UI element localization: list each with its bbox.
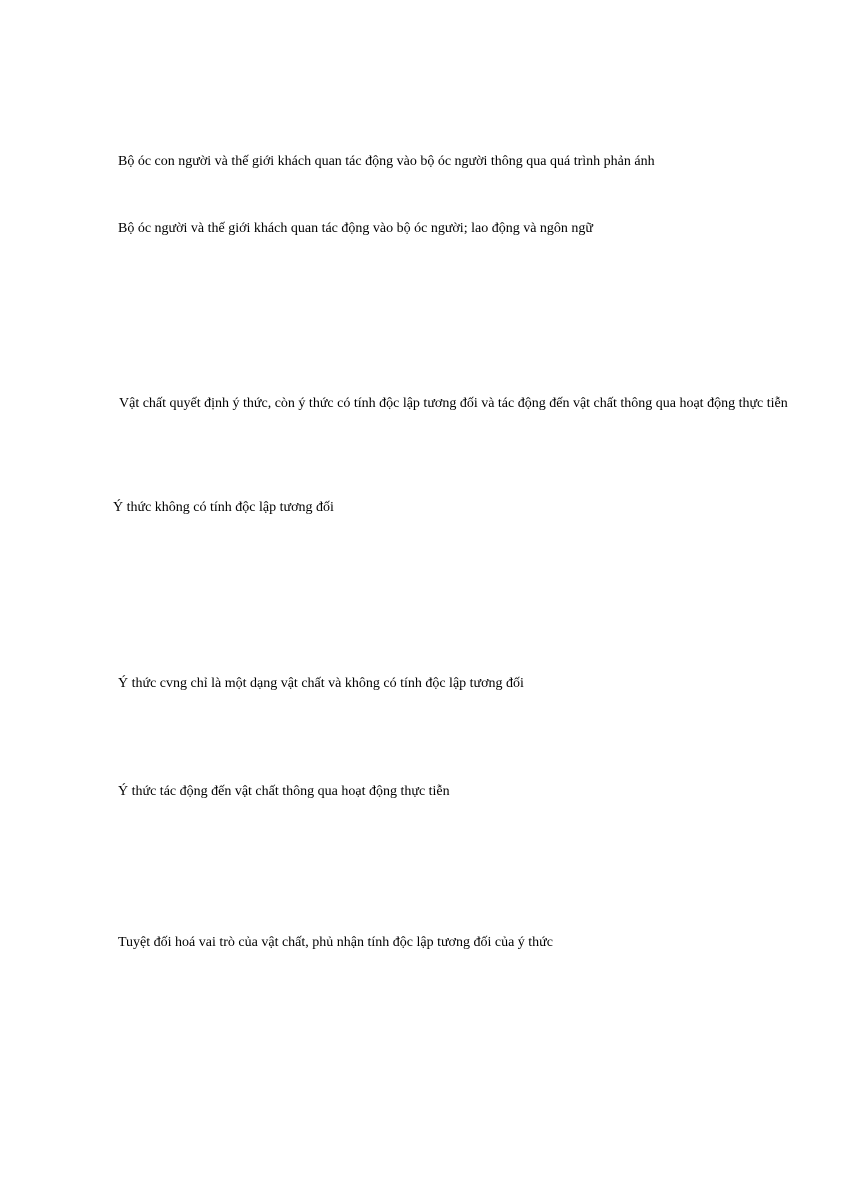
text-line: Ý thức cvng chỉ là một dạng vật chất và không có tính độc lập tương đối [118, 676, 524, 691]
text-line: Bộ óc người và thế giới khách quan tác động vào bộ óc người; lao động và ngôn ngữ [118, 221, 593, 236]
text-line: Ý thức tác động đến vật chất thông qua hoạt động thực tiễn [118, 784, 450, 799]
text-line: Tuyệt đối hoá vai trò của vật chất, phủ nhận tính độc lập tương đối của ý thức [118, 935, 553, 950]
text-line: Ý thức không có tính độc lập tương đối [113, 500, 334, 515]
text-paragraph: Vật chất quyết định ý thức, còn ý thức có tính độc lập tương đối và tác động đến vật chất thông qua hoạt động thực tiễn [119, 396, 788, 411]
text-line: Bộ óc con người và thế giới khách quan tác động vào bộ óc người thông qua quá trình phản ánh [118, 154, 655, 169]
